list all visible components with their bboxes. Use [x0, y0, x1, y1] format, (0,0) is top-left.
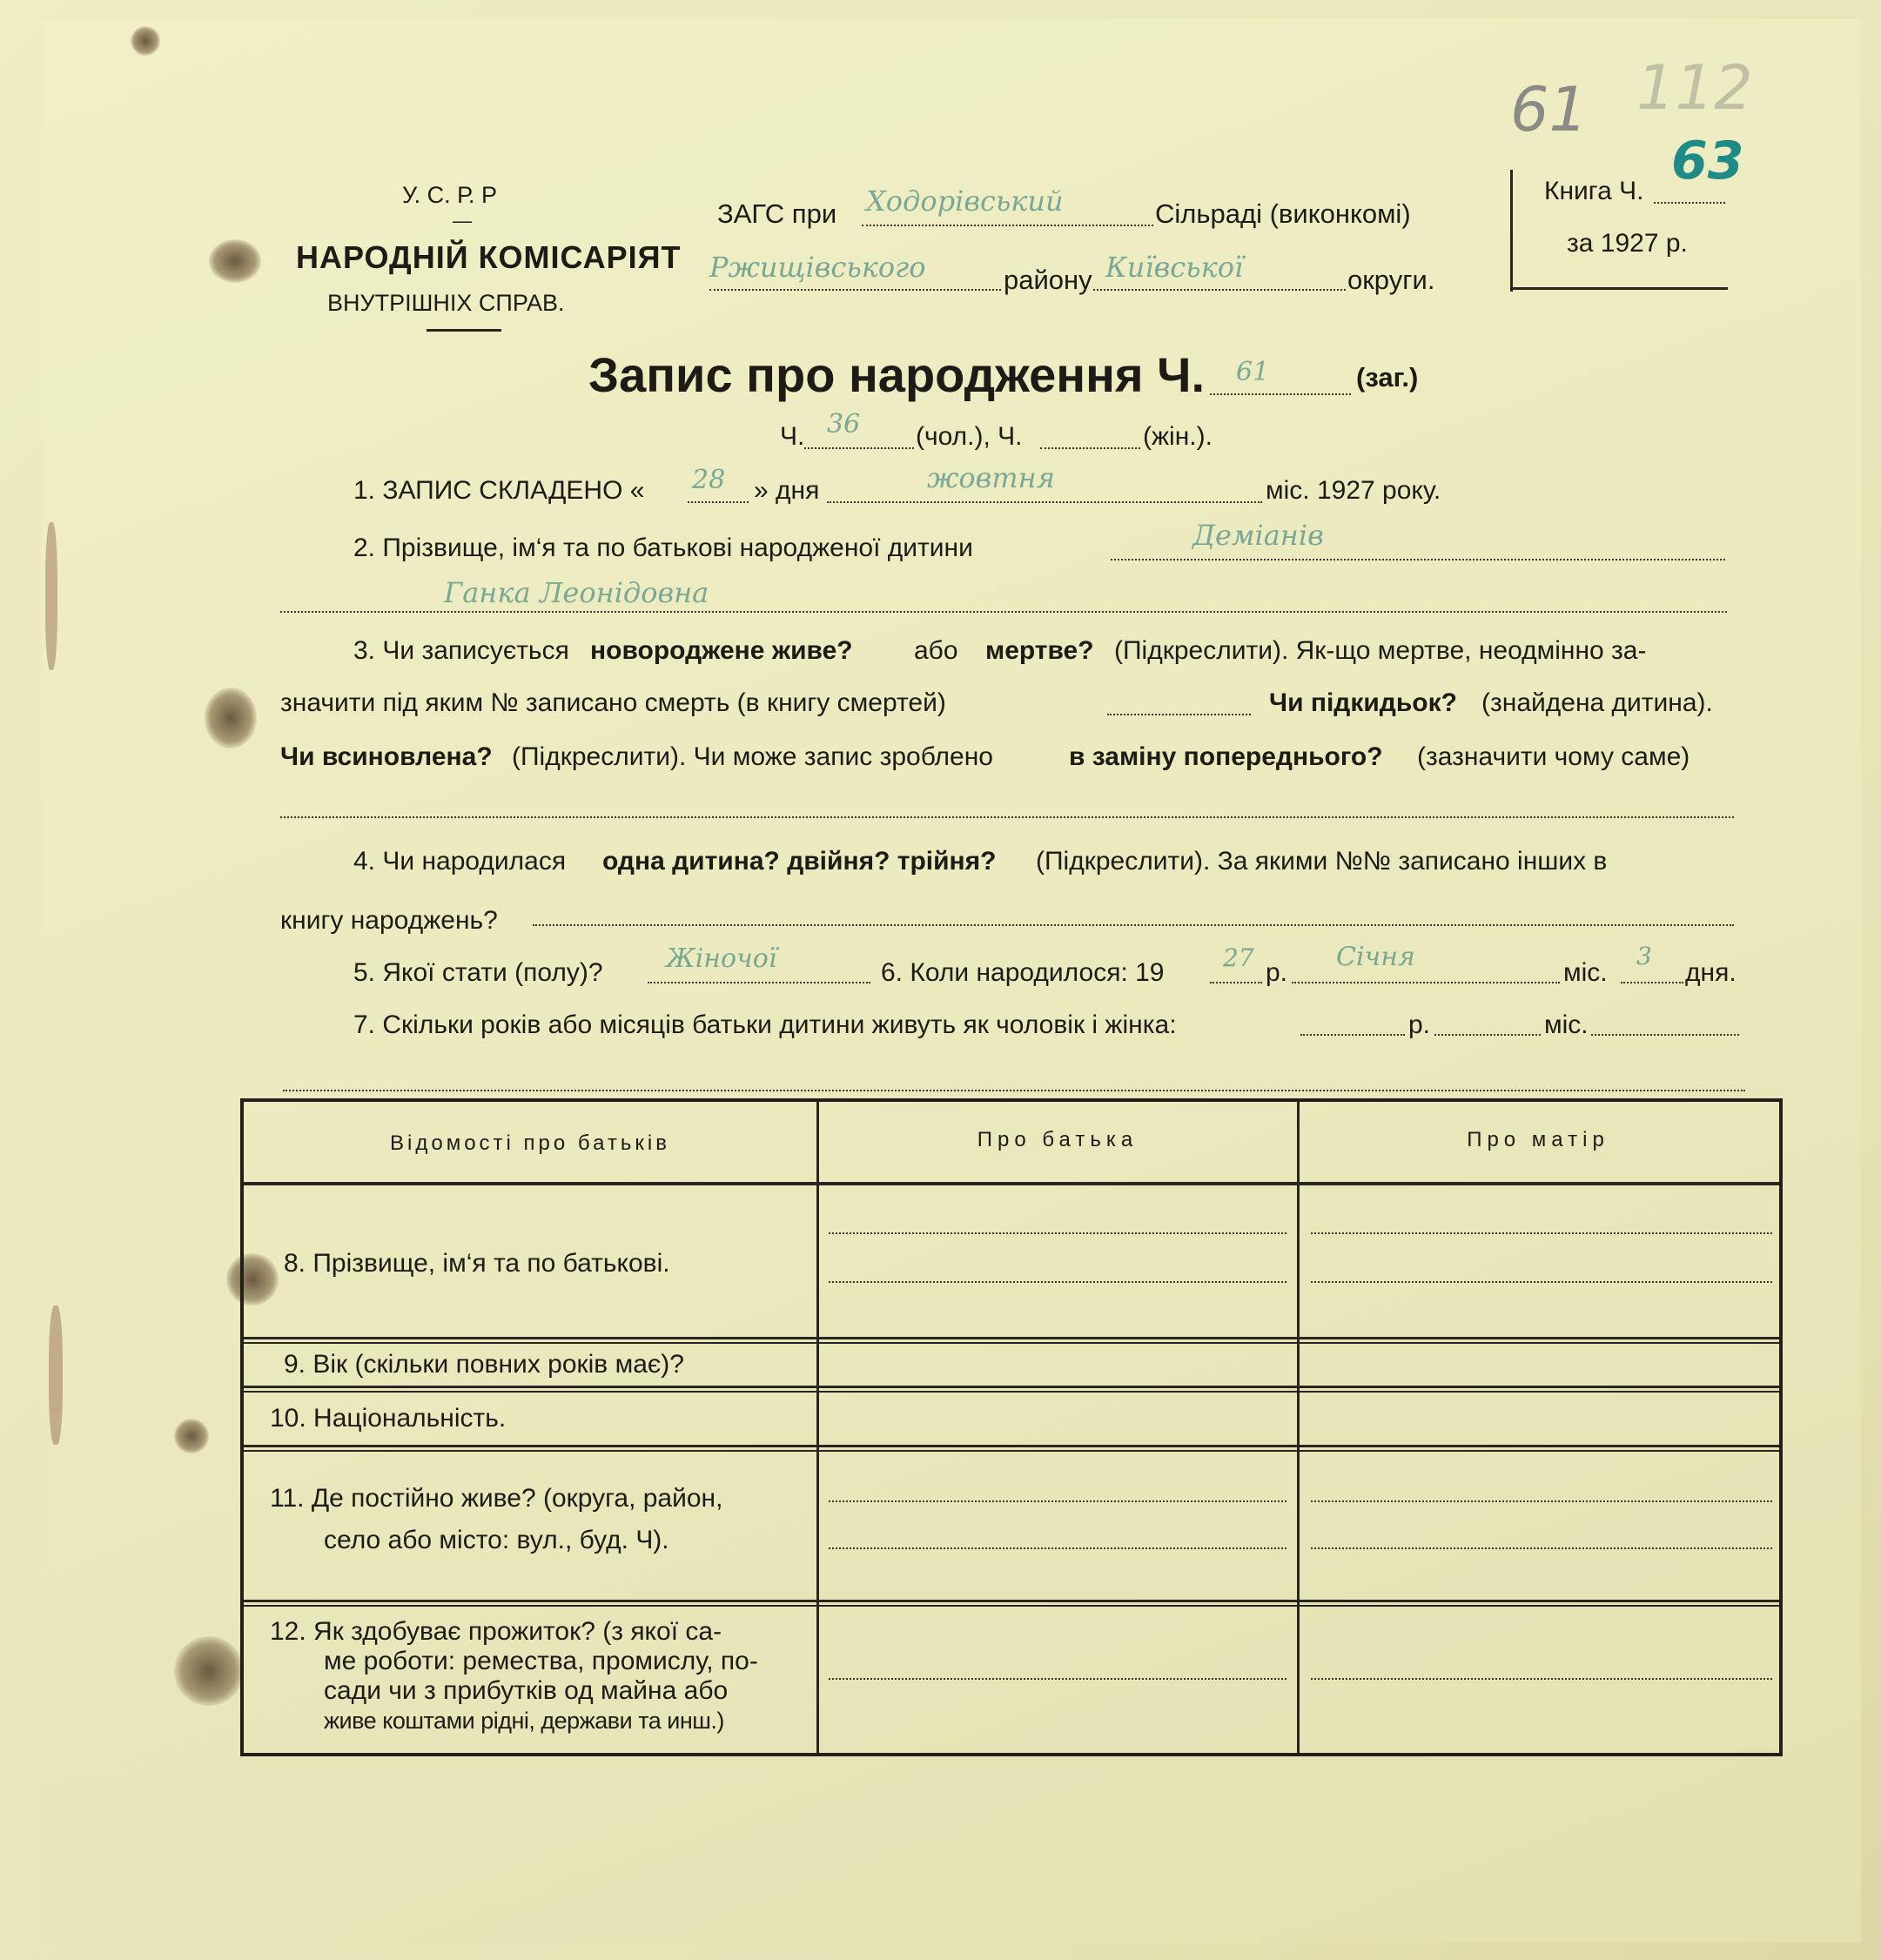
- q6-year-suffix: р.: [1266, 958, 1288, 987]
- zags-district-label: району: [1004, 265, 1092, 295]
- q1-day-value: 28: [692, 465, 726, 495]
- q3-line1-c: або: [914, 636, 958, 665]
- zags-prefix: ЗАГС при: [717, 198, 837, 229]
- binding-hole: [131, 26, 160, 56]
- row-11-father-line: [829, 1500, 1286, 1502]
- row-12-father-line: [829, 1678, 1286, 1680]
- sub-prefix: Ч.: [780, 422, 805, 451]
- q1-label: 1. ЗАПИС СКЛАДЕНО «: [353, 476, 645, 505]
- q6-day-line: [1621, 982, 1683, 983]
- row-8-mother-line: [1311, 1281, 1772, 1283]
- row-12-mother-line: [1311, 1678, 1772, 1680]
- zags-village-value: Ходорівський: [866, 185, 1064, 218]
- table-col-separator: [816, 1102, 819, 1753]
- q3-line2-a: значити під яким № записано смерть (в книгу смертей): [280, 688, 946, 717]
- rust-stain: [45, 522, 57, 670]
- book-number-line: [1654, 202, 1725, 204]
- q1-day-suffix: » дня: [754, 476, 820, 505]
- row-9-label: 9. Вік (скільки повних років має)?: [284, 1350, 684, 1379]
- book-label: Книга Ч.: [1544, 177, 1644, 205]
- q3-line2-c: (знайдена дитина).: [1481, 688, 1713, 717]
- q3-line1-a: 3. Чи записується: [353, 636, 569, 665]
- female-number-line: [1040, 447, 1140, 449]
- header-commissariat: НАРОДНІЙ КОМІСАРІЯТ: [296, 239, 682, 275]
- binding-hole: [174, 1419, 209, 1453]
- row-11-label-1: 11. Де постійно живе? (округа, район,: [270, 1484, 723, 1513]
- row-rule: [244, 1600, 1779, 1602]
- q3-line1-d: мертве?: [985, 636, 1094, 665]
- archive-pencil-number-2: 112: [1636, 52, 1753, 124]
- row-11-mother-line: [1311, 1500, 1772, 1502]
- q3-death-number-line: [1107, 714, 1251, 715]
- binding-hole: [205, 688, 257, 748]
- q5-sex-value: Жіночої: [666, 943, 777, 974]
- table-header-mother: Про матір: [1467, 1128, 1609, 1151]
- q2-line-2: [280, 611, 1727, 613]
- row-rule: [244, 1386, 1779, 1388]
- row-rule: [244, 1337, 1779, 1339]
- q1-year-label: міс. 1927 року.: [1266, 476, 1441, 505]
- q3-line3-a: Чи всиновлена?: [280, 742, 493, 771]
- row-8-father-line: [829, 1281, 1286, 1283]
- parents-table: [240, 1098, 1783, 1756]
- q2-line-1: [1111, 559, 1725, 560]
- male-number-line: [804, 447, 914, 449]
- q5-sex-line: [648, 982, 870, 983]
- q3-line1-e: (Підкреслити). Як-що мертве, неодмінно за-: [1114, 636, 1647, 665]
- book-box-bottom: [1510, 287, 1728, 290]
- q7-months-suffix: міс.: [1544, 1010, 1589, 1039]
- table-col-separator: [1297, 1102, 1300, 1753]
- q6-month-suffix: міс.: [1563, 958, 1608, 987]
- zags-okruha-label: округи.: [1347, 265, 1435, 295]
- record-number-suffix: (заг.): [1356, 362, 1419, 393]
- zags-council-label: Сільраді (виконкомі): [1155, 198, 1411, 229]
- q7-months-line: [1434, 1034, 1541, 1036]
- row-rule: [244, 1342, 1779, 1344]
- q4-line1-b: одна дитина? двійня? трійня?: [602, 847, 997, 876]
- q6-year-line: [1210, 982, 1262, 983]
- row-11-mother-line: [1311, 1547, 1772, 1549]
- q1-month-line: [827, 501, 1262, 503]
- record-title: Запис про народження Ч.: [588, 347, 1206, 402]
- row-12-label-4: живе коштами рідні, держави та инш.): [324, 1708, 724, 1734]
- q1-month-value: жовтня: [927, 461, 1055, 494]
- record-number-line: [1210, 393, 1351, 395]
- q6-day-suffix: дня.: [1685, 958, 1737, 987]
- row-12-label-3: сади чи з прибутків од майна або: [324, 1676, 729, 1705]
- archive-ink-number: 63: [1671, 131, 1744, 191]
- q7-years-line: [1300, 1034, 1405, 1036]
- q6-year-value: 27: [1223, 943, 1254, 972]
- row-11-label-2: село або місто: вул., буд. Ч).: [324, 1526, 669, 1554]
- q4-line1-c: (Підкреслити). За якими №№ записано інших в: [1036, 847, 1608, 876]
- q3-line1-b: новороджене живе?: [590, 636, 853, 665]
- q4-numbers-line: [533, 924, 1734, 926]
- q3-line2-b: Чи підкидьок?: [1269, 688, 1457, 717]
- zags-district-value: Ржищівського: [709, 251, 926, 284]
- row-rule: [244, 1605, 1779, 1607]
- q7-extra-line-2: [283, 1090, 1745, 1091]
- row-8-father-line: [829, 1232, 1286, 1234]
- book-box-left: [1510, 170, 1513, 292]
- q6-label: 6. Коли народилося: 19: [881, 958, 1165, 987]
- q1-day-line: [688, 501, 749, 503]
- table-header-father: Про батька: [977, 1128, 1139, 1151]
- row-rule: [244, 1450, 1779, 1452]
- book-year: за 1927 р.: [1567, 229, 1688, 258]
- q4-line2: книгу народжень?: [280, 906, 498, 935]
- header-state: У. С. Р. Р: [402, 182, 497, 208]
- q2-value-1: Деміанів: [1192, 519, 1324, 552]
- q6-day-value: 3: [1636, 942, 1652, 970]
- male-number-value: 36: [827, 409, 861, 440]
- row-rule: [244, 1391, 1779, 1393]
- row-12-label-2: ме роботи: ремества, промислу, по-: [324, 1647, 758, 1675]
- q3-line3-b: (Підкреслити). Чи може запис зроблено: [512, 742, 993, 771]
- q3-line3-d: (зазначити чому саме): [1417, 742, 1690, 771]
- row-8-label: 8. Прізвище, ім‘я та по батькові.: [284, 1249, 670, 1278]
- row-11-father-line: [829, 1547, 1286, 1549]
- q6-month-line: [1292, 982, 1560, 983]
- q2-value-2: Ганка Леонідовна: [444, 576, 709, 609]
- zags-district-line: [709, 289, 1001, 291]
- row-rule: [244, 1445, 1779, 1447]
- header-dash: —: [453, 210, 472, 232]
- rust-stain: [49, 1306, 63, 1445]
- record-number-value: 61: [1236, 357, 1270, 387]
- q7-years-suffix: р.: [1408, 1010, 1431, 1039]
- row-10-label: 10. Національність.: [270, 1404, 507, 1433]
- q7-label: 7. Скільки років або місяців батьки дитини живуть як чоловік і жінка:: [353, 1010, 1177, 1039]
- binding-hole: [174, 1636, 244, 1706]
- q5-label: 5. Якої стати (полу)?: [353, 958, 603, 987]
- table-header-rule: [244, 1182, 1779, 1185]
- q2-label: 2. Прізвище, ім‘я та по батькові народженої дитини: [353, 534, 973, 562]
- zags-okruha-line: [1093, 289, 1346, 291]
- zags-okruha-value: Київської: [1105, 251, 1244, 284]
- q6-month-value: Січня: [1336, 942, 1415, 972]
- q4-line1-a: 4. Чи народилася: [353, 847, 567, 876]
- q7-extra-line-1: [1591, 1034, 1739, 1036]
- zags-village-line: [862, 225, 1153, 226]
- archive-pencil-number: 61: [1510, 74, 1589, 145]
- female-label: (жін.).: [1143, 422, 1213, 451]
- q3-reason-line: [280, 816, 1734, 818]
- binding-hole: [209, 239, 261, 283]
- header-rule: [427, 329, 501, 332]
- table-header-info: Відомості про батьків: [390, 1131, 670, 1155]
- header-department: ВНУТРІШНІХ СПРАВ.: [327, 290, 565, 316]
- male-label: (чол.), Ч.: [916, 422, 1023, 451]
- row-8-mother-line: [1311, 1232, 1772, 1234]
- q3-line3-c: в заміну попереднього?: [1069, 742, 1383, 771]
- row-12-label-1: 12. Як здобуває прожиток? (з якої са-: [270, 1617, 722, 1646]
